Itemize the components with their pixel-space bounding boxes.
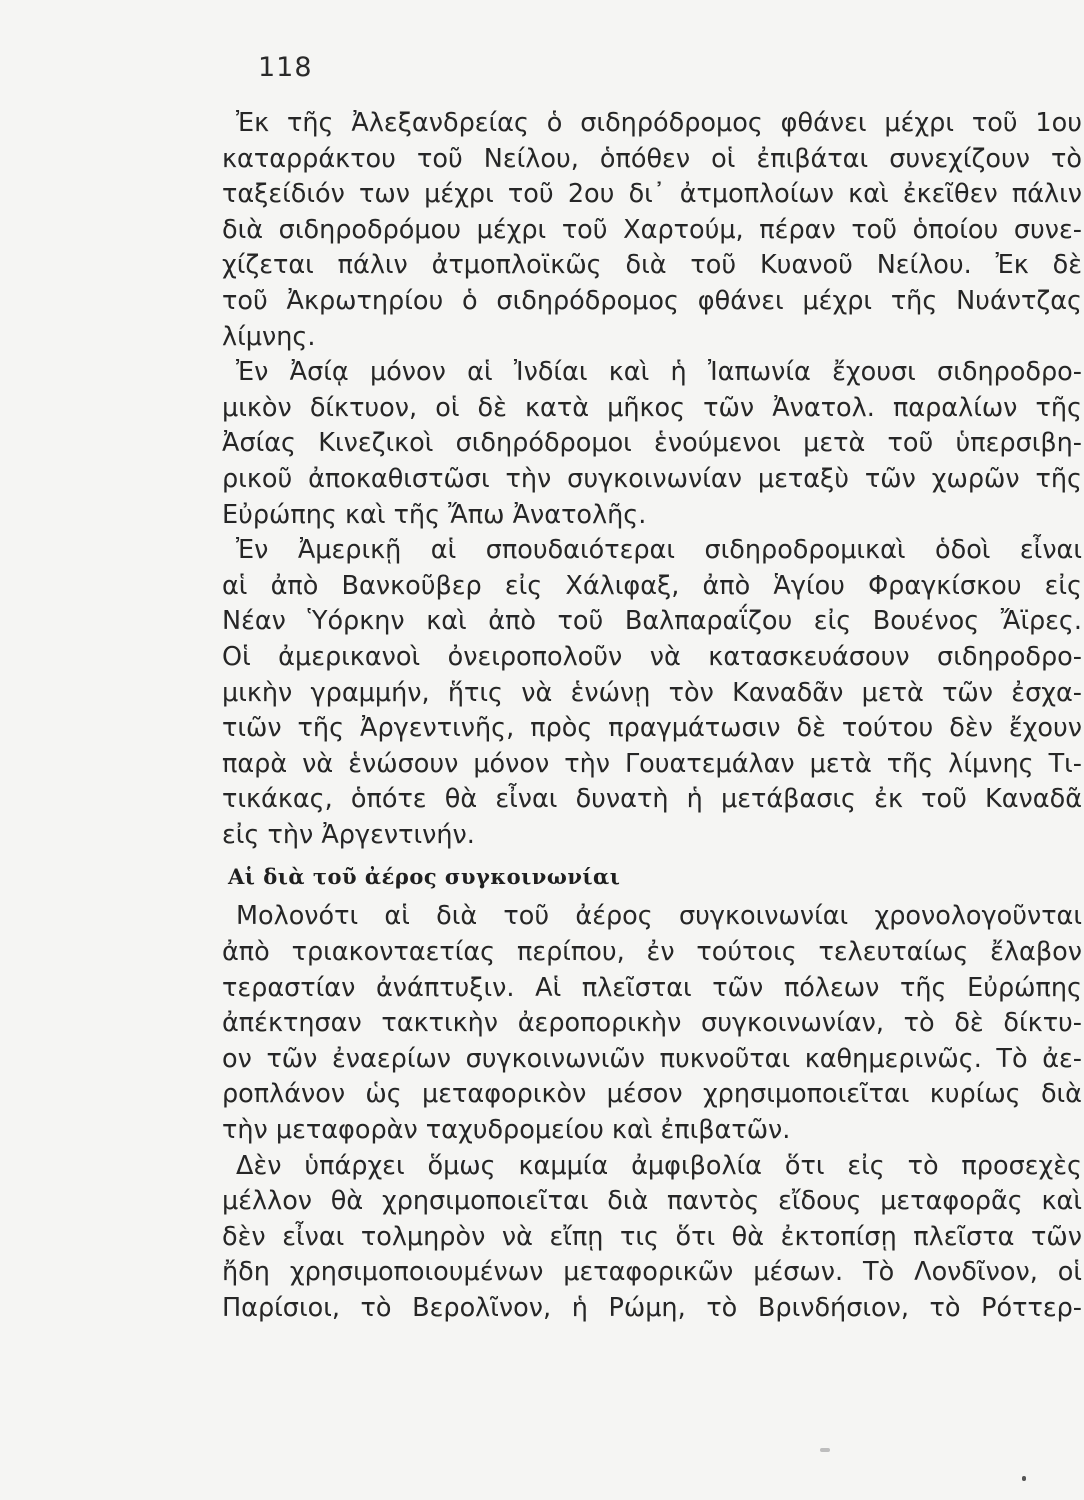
text-line: τιῶν τῆς Ἀργεντινῆς, πρὸς πραγμάτωσιν δὲ τούτου δὲν ἔχουν (222, 713, 1082, 744)
text-line: δὲν εἶναι τολμηρὸν νὰ εἴπῃ τις ὅτι θὰ ἐκτοπίσῃ πλεῖστα τῶν (222, 1221, 1082, 1252)
text-line: ταξείδιόν των μέχρι τοῦ 2ου δι᾿ ἀτμοπλοίων καὶ ἐκεῖθεν πάλιν (222, 179, 1082, 210)
text-line: χίζεται πάλιν ἀτμοπλοϊκῶς διὰ τοῦ Κυανοῦ Νείλου. Ἐκ δὲ (222, 250, 1082, 281)
paragraph-4 (222, 899, 1082, 1148)
paragraph-3 (222, 533, 1082, 853)
text-line: διὰ σιδηροδρόμου μέχρι τοῦ Χαρτούμ, πέραν τοῦ ὁποίου συνε- (222, 214, 1082, 245)
text-line: τὴν μεταφορὰν ταχυδρομείου καὶ ἐπιβατῶν. (222, 1115, 791, 1146)
text-line: ἀπέκτησαν τακτικὴν ἀεροπορικὴν συγκοινωνίαν, τὸ δὲ δίκτυ- (222, 1008, 1082, 1039)
text-line: Μολονότι αἱ διὰ τοῦ ἀέρος συγκοινωνίαι χρονολογοῦνται (236, 901, 1082, 932)
paragraph-2 (222, 355, 1082, 533)
text-line: ἀπὸ τριακονταετίας περίπου, ἐν τούτοις τελευταίως ἔλαβον (222, 937, 1082, 968)
page-text (222, 106, 1082, 1327)
text-line: ον τῶν ἐναερίων συγκοινωνιῶν πυκνοῦται καθημερινῶς. Τὸ ἀε- (222, 1043, 1082, 1074)
text-line: ἤδη χρησιμοποιουμένων μεταφορικῶν μέσων. Τὸ Λονδῖνον, οἱ (222, 1257, 1082, 1288)
text-line: παρὰ νὰ ἑνώσουν μόνον τὴν Γουατεμάλαν μετὰ τῆς λίμνης Τι- (222, 748, 1082, 779)
text-line: ροπλάνον ὡς μεταφορικὸν μέσον χρησιμοποιεῖται κυρίως διὰ (222, 1079, 1082, 1110)
text-line: Δὲν ὑπάρχει ὅμως καμμία ἀμφιβολία ὅτι εἰς τὸ προσεχὲς (236, 1150, 1082, 1181)
text-line: Νέαν Ὑόρκην καὶ ἀπὸ τοῦ Βαλπαραΐζου εἰς Βουένος Ἄϊρες. (222, 606, 1082, 637)
text-line: Ἐν Ἀσίᾳ μόνον αἱ Ἰνδίαι καὶ ἡ Ἰαπωνία ἔχουσι σιδηροδρο- (236, 357, 1082, 388)
text-line: τεραστίαν ἀνάπτυξιν. Αἱ πλεῖσται τῶν πόλεων τῆς Εὐρώπης (222, 972, 1082, 1003)
text-line: Οἱ ἀμερικανοὶ ὀνειροπολοῦν νὰ κατασκευάσουν σιδηροδρο- (222, 641, 1082, 672)
text-line: Ἐν Ἀμερικῇ αἱ σπουδαιότεραι σιδηροδρομικαὶ ὁδοὶ εἶναι (236, 535, 1082, 566)
paragraph-1 (222, 106, 1082, 355)
text-line: αἱ ἀπὸ Βανκοῦβερ εἰς Χάλιφαξ, ἀπὸ Ἁγίου Φραγκίσκου εἰς (222, 570, 1082, 601)
text-line: μικὸν δίκτυον, οἱ δὲ κατὰ μῆκος τῶν Ἀνατολ. παραλίων τῆς (222, 392, 1082, 423)
paragraph-5 (222, 1149, 1082, 1327)
text-line: Εὐρώπης καὶ τῆς Ἄπω Ἀνατολῆς. (222, 499, 647, 530)
text-line: Ἀσίας Κινεζικοὶ σιδηρόδρομοι ἑνούμενοι μετὰ τοῦ ὑπερσιβη- (222, 428, 1082, 459)
page-number: 118 (258, 52, 313, 83)
text-line: εἰς τὴν Ἀργεντινήν. (222, 819, 475, 850)
text-line: Παρίσιοι, τὸ Βερολῖνον, ἡ Ρώμη, τὸ Βρινδήσιον, τὸ Ρόττερ- (222, 1293, 1082, 1323)
section-heading: Αἱ διὰ τοῦ ἀέρος συγκοινωνίαι (228, 864, 621, 890)
text-line: τικάκας, ὁπότε θὰ εἶναι δυνατὴ ἡ μετάβασις ἐκ τοῦ Καναδᾶ (222, 784, 1082, 815)
text-line: λίμνης. (222, 321, 316, 352)
text-line: τοῦ Ἀκρωτηρίου ὁ σιδηρόδρομος φθάνει μέχρι τῆς Νυάντζας (222, 285, 1082, 316)
print-speck (1022, 1476, 1026, 1481)
text-line: Ἐκ τῆς Ἀλεξανδρείας ὁ σιδηρόδρομος φθάνει μέχρι τοῦ 1ου (236, 108, 1082, 138)
text-line: καταρράκτου τοῦ Νείλου, ὁπόθεν οἱ ἐπιβάται συνεχίζουν τὸ (222, 143, 1082, 174)
text-line: μικὴν γραμμήν, ἥτις νὰ ἑνώνῃ τὸν Καναδᾶν μετὰ τῶν ἐσχα- (222, 677, 1082, 708)
text-line: μέλλον θὰ χρησιμοποιεῖται διὰ παντὸς εἴδους μεταφορᾶς καὶ (222, 1186, 1082, 1217)
text-line: ρικοῦ ἀποκαθιστῶσι τὴν συγκοινωνίαν μεταξὺ τῶν χωρῶν τῆς (222, 463, 1082, 494)
print-smudge (820, 1448, 830, 1452)
